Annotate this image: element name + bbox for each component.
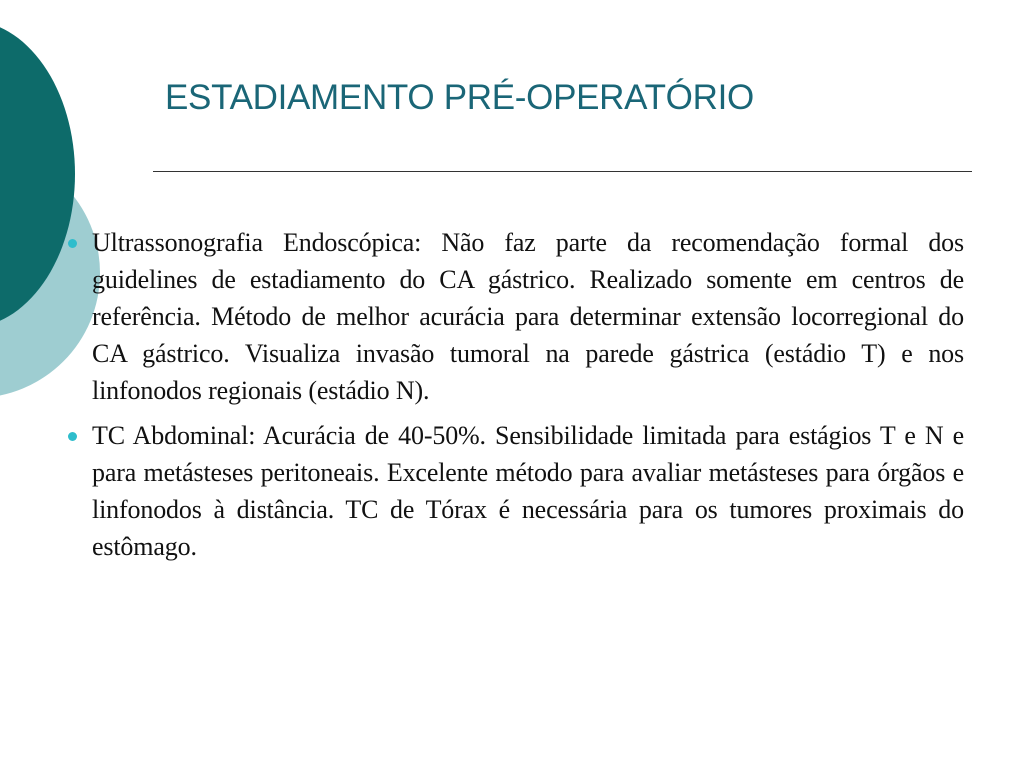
bullet-dot-icon	[68, 432, 77, 441]
bullet-text: TC Abdominal: Acurácia de 40-50%. Sensibilidade limitada para estágios T e N e para metásteses peritoneais. Excelente método para avaliar metásteses para órgãos e linfonodos à distância. TC de Tórax é necessária para os tumores proximais do estômago.	[92, 421, 964, 561]
bullet-text: Ultrassonografia Endoscópica: Não faz parte da recomendação formal dos guidelines de estadiamento do CA gástrico. Realizado somente em centros de referência. Método de melhor acurácia para determinar extensão locorregional do CA gástrico. Visualiza invasão tumoral na parede gástrica (estádio T) e nos linfonodos regionais (estádio N).	[92, 228, 964, 405]
bullet-item-ultrassonografia	[62, 224, 964, 409]
bullet-dot-icon	[68, 239, 77, 248]
slide-title: ESTADIAMENTO PRÉ-OPERATÓRIO	[165, 78, 754, 117]
bullet-list	[62, 224, 964, 573]
bullet-item-tc-abdominal	[62, 417, 964, 565]
title-underline	[153, 171, 972, 172]
